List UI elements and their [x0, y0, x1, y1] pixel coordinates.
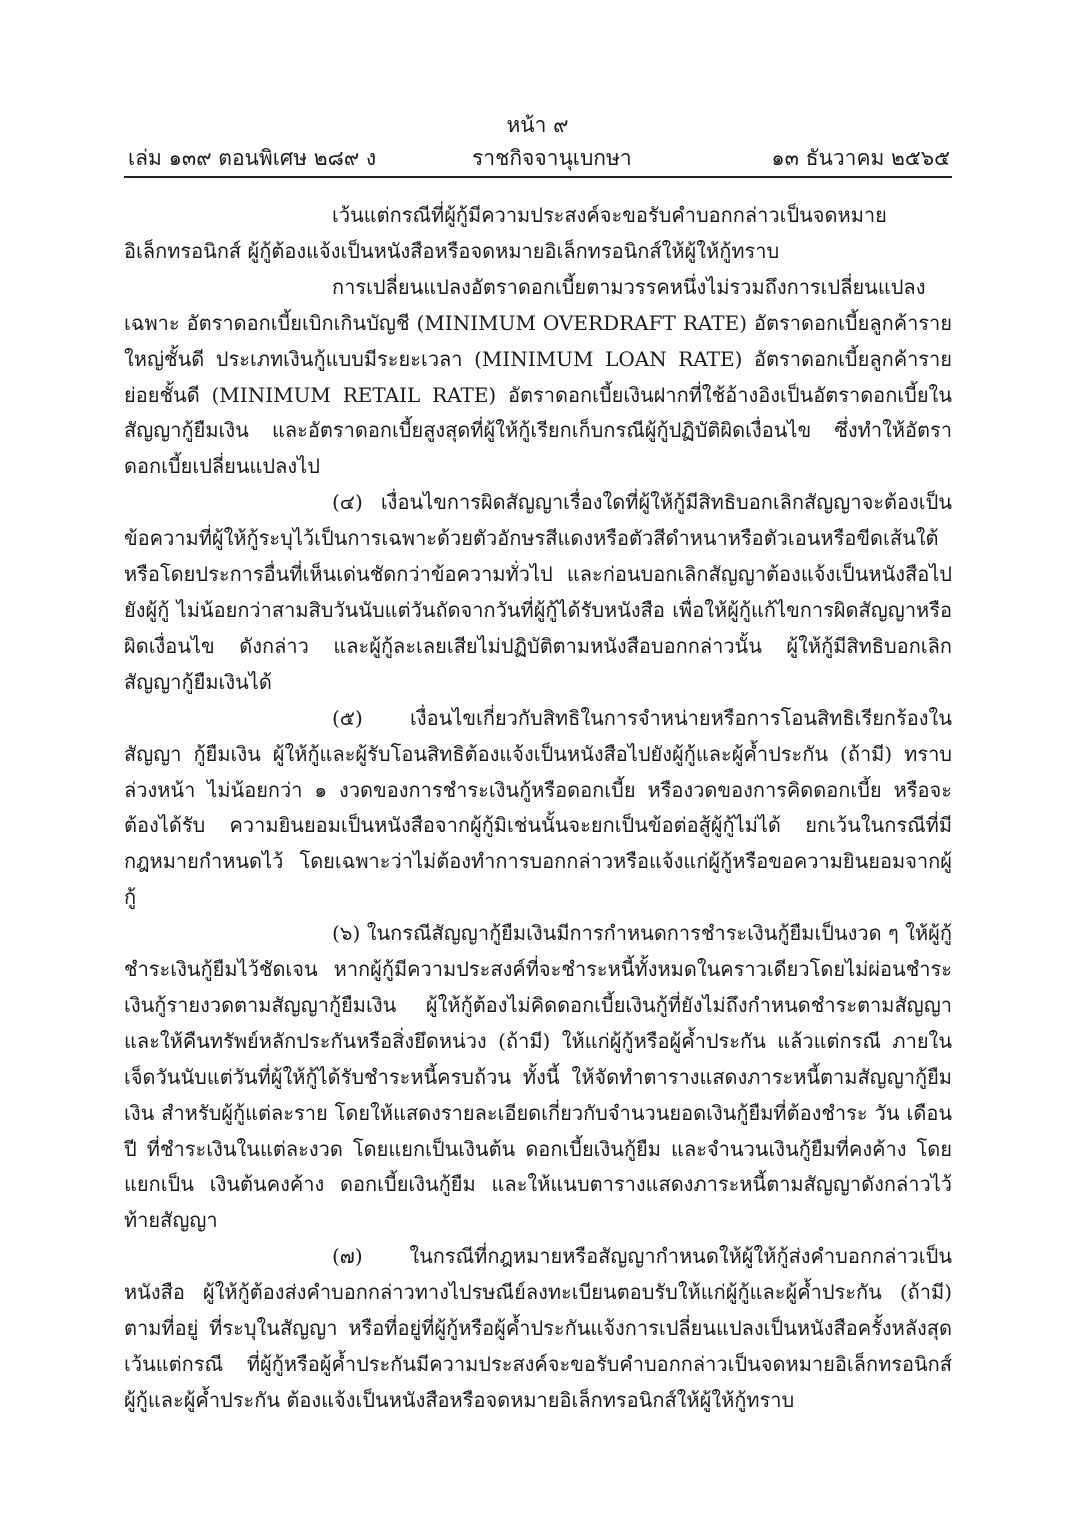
paragraph-exception: เว้นแต่กรณีที่ผู้กู้มีความประสงค์จะขอรับคำบอกกล่าวเป็นจดหมายอิเล็กทรอนิกส์ ผู้กู้ต้องแจ้งเป็นหนังสือหรือจดหมายอิเล็กทรอนิกส์ให้ผู้ให้กู้ทราบ [124, 203, 887, 263]
document-body [124, 198, 952, 1419]
header-divider [124, 176, 952, 178]
paragraph-clause-7: (๗) ในกรณีที่กฎหมายหรือสัญญากำหนดให้ผู้ให้กู้ส่งคำบอกกล่าวเป็นหนังสือ ผู้ให้กู้ต้องส่งคำบอกกล่าวทางไปรษณีย์ลงทะเบียนตอบรับให้แก่ผู้กู้และผู้ค้ำประกัน (ถ้ามี) ตามที่อยู่ ที่ระบุในสัญญา หรือที่อยู่ที่ผู้กู้หรือผู้ค้ำประกันแจ้งการเปลี่ยนแปลงเป็นหนังสือครั้งหลังสุด เว้นแต่กรณี ที่ผู้กู้หรือผู้ค้ำประกันมีความประสงค์จะขอรับคำบอกกล่าวเป็นจดหมายอิเล็กทรอนิกส์ ผู้กู้และผู้ค้ำประกัน ต้องแจ้งเป็นหนังสือหรือจดหมายอิเล็กทรอนิกส์ให้ผู้ให้กู้ทราบ [124, 1244, 952, 1412]
page-number: หน้า ๙ [506, 113, 569, 137]
paragraph-clause-4: (๔) เงื่อนไขการผิดสัญญาเรื่องใดที่ผู้ให้กู้มีสิทธิบอกเลิกสัญญาจะต้องเป็น ข้อความที่ผู้ให้กู้ระบุไว้เป็นการเฉพาะด้วยตัวอักษรสีแดงหรือตัวสีดำหนาหรือตัวเอนหรือขีดเส้นใต้ หรือโดยประการอื่นที่เห็นเด่นชัดกว่าข้อความทั่วไป และก่อนบอกเลิกสัญญาต้องแจ้งเป็นหนังสือไปยังผู้กู้ ไม่น้อยกว่าสามสิบวันนับแต่วันถัดจากวันที่ผู้กู้ได้รับหนังสือ เพื่อให้ผู้กู้แก้ไขการผิดสัญญาหรือผิดเงื่อนไข ดังกล่าว และผู้กู้ละเลยเสียไม่ปฏิบัติตามหนังสือบอกกล่าวนั้น ผู้ให้กู้มีสิทธิบอกเลิกสัญญากู้ยืมเงินได้ [124, 490, 952, 694]
paragraph-interest-rate-change: การเปลี่ยนแปลงอัตราดอกเบี้ยตามวรรคหนึ่งไม่รวมถึงการเปลี่ยนแปลงเฉพาะ อัตราดอกเบี้ยเบิกเกินบัญชี (MINIMUM OVERDRAFT RATE) อัตราดอกเบี้ยลูกค้ารายใหญ่ชั้นดี ประเภทเงินกู้แบบมีระยะเวลา (MINIMUM LOAN RATE) อัตราดอกเบี้ยลูกค้ารายย่อยชั้นดี (MINIMUM RETAIL RATE) อัตราดอกเบี้ยเงินฝากที่ใช้อ้างอิงเป็นอัตราดอกเบี้ยในสัญญากู้ยืมเงิน และอัตราดอกเบี้ยสูงสุดที่ผู้ให้กู้เรียกเก็บกรณีผู้กู้ปฏิบัติผิดเงื่อนไข ซึ่งทำให้อัตราดอกเบี้ยเปลี่ยนแปลงไป [124, 274, 952, 479]
volume-issue: เล่ม ๑๓๙ ตอนพิเศษ ๒๘๙ ง [128, 146, 377, 170]
publication-date: ๑๓ ธันวาคม ๒๕๖๕ [771, 146, 950, 170]
gazette-header [124, 142, 952, 174]
gazette-title: ราชกิจจานุเบกษา [472, 146, 632, 170]
paragraph-clause-6: (๖) ในกรณีสัญญากู้ยืมเงินมีการกำหนดการชำระเงินกู้ยืมเป็นงวด ๆ ให้ผู้กู้ชำระเงินกู้ยืมไว้ชัดเจน หากผู้กู้มีความประสงค์ที่จะชำระหนี้ทั้งหมดในคราวเดียวโดยไม่ผ่อนชำระ เงินกู้รายงวดตามสัญญากู้ยืมเงิน ผู้ให้กู้ต้องไม่คิดดอกเบี้ยเงินกู้ที่ยังไม่ถึงกำหนดชำระตามสัญญา และให้คืนทรัพย์หลักประกันหรือสิ่งยึดหน่วง (ถ้ามี) ให้แก่ผู้กู้หรือผู้ค้ำประกัน แล้วแต่กรณี ภายใน เจ็ดวันนับแต่วันที่ผู้ให้กู้ได้รับชำระหนี้ครบถ้วน ทั้งนี้ ให้จัดทำตารางแสดงภาระหนี้ตามสัญญากู้ยืมเงิน สำหรับผู้กู้แต่ละราย โดยให้แสดงรายละเอียดเกี่ยวกับจำนวนยอดเงินกู้ยืมที่ต้องชำระ วัน เดือน ปี ที่ชำระเงินในแต่ละงวด โดยแยกเป็นเงินต้น ดอกเบี้ยเงินกู้ยืม และจำนวนเงินกู้ยืมที่คงค้าง โดยแยกเป็น เงินต้นคงค้าง ดอกเบี้ยเงินกู้ยืม และให้แนบตารางแสดงภาระหนี้ตามสัญญาดังกล่าวไว้ท้ายสัญญา [124, 921, 952, 1233]
paragraph-clause-5: (๕) เงื่อนไขเกี่ยวกับสิทธิในการจำหน่ายหรือการโอนสิทธิเรียกร้องในสัญญา กู้ยืมเงิน ผู้ให้กู้และผู้รับโอนสิทธิต้องแจ้งเป็นหนังสือไปยังผู้กู้และผู้ค้ำประกัน (ถ้ามี) ทราบล่วงหน้า ไม่น้อยกว่า ๑ งวดของการชำระเงินกู้หรือดอกเบี้ย หรืองวดของการคิดดอกเบี้ย หรือจะต้องได้รับ ความยินยอมเป็นหนังสือจากผู้กู้มิเช่นนั้นจะยกเป็นข้อต่อสู้ผู้กู้ไม่ได้ ยกเว้นในกรณีที่มีกฎหมายกำหนดไว้ โดยเฉพาะว่าไม่ต้องทำการบอกกล่าวหรือแจ้งแก่ผู้กู้หรือขอความยินยอมจากผู้กู้ [124, 705, 952, 910]
